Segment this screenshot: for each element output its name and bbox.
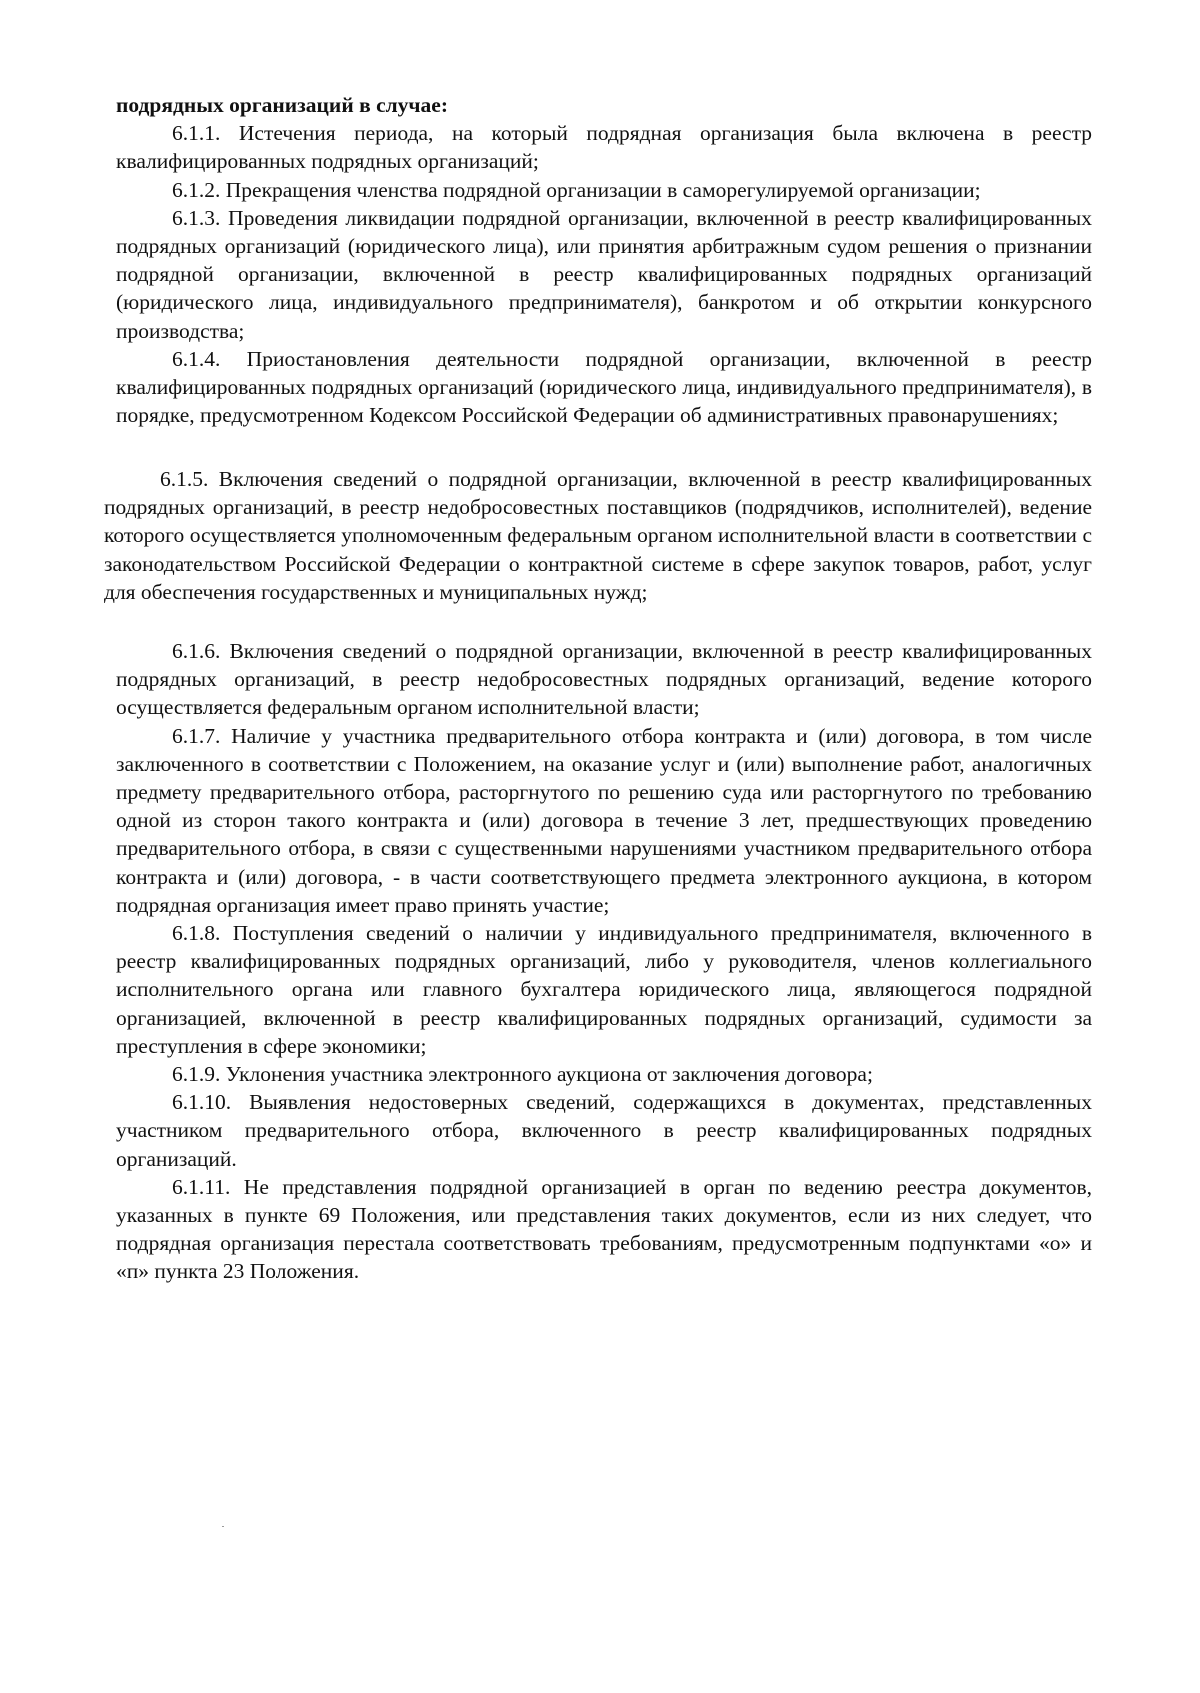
clause-6-1-3: 6.1.3. Проведения ликвидации подрядной организации, включенной в реестр квалифицированных подрядных организаций (юридического лица), или принятия арбитражным судом решения о признании подрядной организации, включенной в реестр квалифицированных подрядных организаций (юридического лица, индивидуального предпринимателя), банкротом и об открытии конкурсного производства; [116, 205, 1092, 343]
section-heading: подрядных организаций в случае: [116, 93, 449, 117]
clause-6-1-7: 6.1.7. Наличие у участника предварительного отбора контракта и (или) договора, в том числе заключенного в соответствии с Положением, на оказание услуг и (или) выполнение работ, аналогичных предмету предварительного отбора, расторгнутого по решению суда или расторгнутого по требованию одной из сторон такого контракта и (или) договора в течение 3 лет, предшествующих проведению предварительного отбора, в связи с существенными нарушениями участником предварительного отбора контракта и (или) договора, - в части соответствующего предмета электронного аукциона, в котором подрядная организация имеет право принять участие; [116, 723, 1092, 917]
clause-6-1-5: 6.1.5. Включения сведений о подрядной организации, включенной в реестр квалифицированных подрядных организаций, в реестр недобросовестных поставщиков (подрядчиков, исполнителей), ведение которого осуществляется уполномоченным федеральным органом исполнительной власти в соответствии с законодательством Российской Федерации о контрактной системе в сфере закупок товаров, работ, услуг для обеспечения государственных и муниципальных нужд; [104, 467, 1092, 604]
clause-6-1-8: 6.1.8. Поступления сведений о наличии у индивидуального предпринимателя, включенного в реестр квалифицированных подрядных организаций, либо у руководителя, членов коллегиального исполнительного органа или главного бухгалтера юридического лица, являющегося подрядной организацией, включенной в реестр квалифицированных подрядных организаций, судимости за преступления в сфере экономики; [116, 921, 1092, 1058]
clause-6-1-1: 6.1.1. Истечения периода, на который подрядная организация была включена в реестр квалифицированных подрядных организаций; [116, 121, 1092, 174]
clause-6-1-10: 6.1.10. Выявления недостоверных сведений, содержащихся в документах, представленных участником предварительного отбора, включенного в реестр квалифицированных подрядных организаций. [116, 1090, 1092, 1171]
text-block-lower [116, 637, 1092, 1286]
text-block-upper [116, 91, 1092, 429]
clause-6-1-9: 6.1.9. Уклонения участника электронного аукциона от заключения договора; [172, 1062, 873, 1087]
text-block-middle [104, 465, 1092, 606]
clause-6-1-11: 6.1.11. Не представления подрядной организацией в орган по ведению реестра документов, указанных в пункте 69 Положения, или представления таких документов, если из них следует, что подрядная организация перестала соответствовать требованиям, предусмотренным подпунктами «о» и «п» пункта 23 Положения. [116, 1174, 1092, 1284]
clause-6-1-4: 6.1.4. Приостановления деятельности подрядной организации, включенной в реестр квалифицированных подрядных организаций (юридического лица, индивидуального предпринимателя), в порядке, предусмотренном Кодексом Российской Федерации об административных правонарушениях; [116, 346, 1092, 428]
clause-6-1-2: 6.1.2. Прекращения членства подрядной организации в саморегулируемой организации; [172, 177, 981, 202]
clause-6-1-6: 6.1.6. Включения сведений о подрядной организации, включенной в реестр квалифицированных подрядных организаций, в реестр недобросовестных подрядных организаций, ведение которого осуществляется федеральным органом исполнительной власти; [116, 639, 1092, 720]
scan-speck [222, 1526, 224, 1527]
